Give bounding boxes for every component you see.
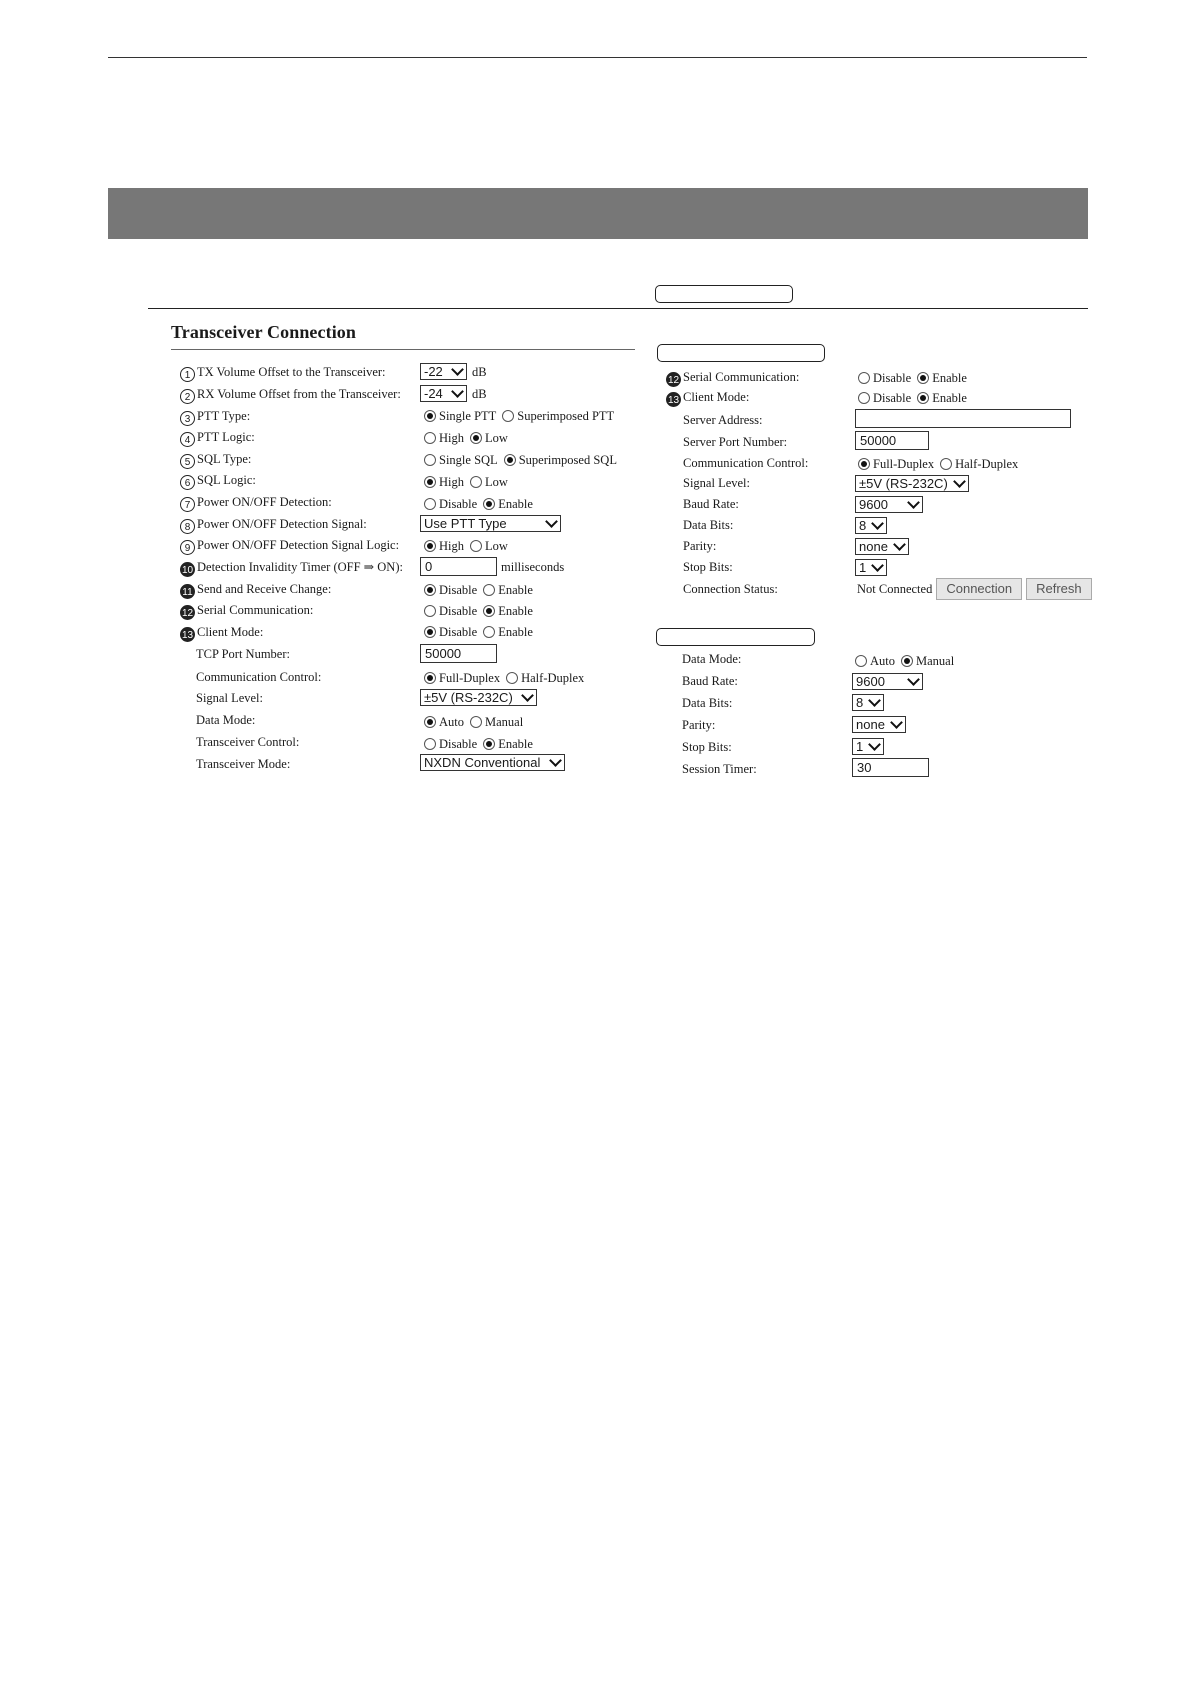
full-duplex-radio[interactable]: Full-Duplex xyxy=(424,670,500,686)
ptt-type-superimposed-radio[interactable]: Superimposed PTT xyxy=(502,408,614,424)
stop-bits-label: Stop Bits: xyxy=(682,740,732,754)
callout-box xyxy=(656,628,815,646)
baud-rate-label: Baud Rate: xyxy=(682,674,738,688)
rx-volume-select[interactable]: -24 xyxy=(420,385,467,402)
callout-number: 1 xyxy=(180,367,195,382)
rx-volume-label: 2 RX Volume Offset from the Transceiver: xyxy=(180,386,401,404)
callout-box xyxy=(657,344,825,362)
power-detection-label: 7 Power ON/OFF Detection: xyxy=(180,494,332,512)
signal-level-label: Signal Level: xyxy=(683,476,750,490)
callout-number: 12 xyxy=(180,605,195,620)
detection-signal-label: 8 Power ON/OFF Detection Signal: xyxy=(180,516,367,534)
serial-communication-label: 12 Serial Communication: xyxy=(181,603,314,619)
half-duplex-radio[interactable]: Half-Duplex xyxy=(506,670,584,686)
invalidity-timer-label: 10 Detection Invalidity Timer (OFF ⇒ ON): xyxy=(181,560,403,576)
chevron-down-icon xyxy=(545,515,558,528)
callout-number: 6 xyxy=(180,475,195,490)
stop-bits-select[interactable]: 1 xyxy=(852,738,884,755)
callout-number: 5 xyxy=(180,454,195,469)
data-mode-label: Data Mode: xyxy=(682,652,742,666)
chevron-down-icon xyxy=(868,694,881,707)
tx-volume-select[interactable]: -22 xyxy=(420,363,467,380)
transceiver-mode-select[interactable]: NXDN Conventional xyxy=(420,754,565,771)
header-rule xyxy=(108,57,1087,58)
section-rule xyxy=(148,308,1088,309)
ptt-logic-high-radio[interactable]: High xyxy=(424,430,464,446)
communication-control-label: Communication Control: xyxy=(683,456,809,470)
callout-number: 10 xyxy=(180,562,195,577)
connection-status-value: Not Connected xyxy=(857,582,933,596)
chevron-down-icon xyxy=(890,716,903,729)
data-mode-manual-radio[interactable]: Manual xyxy=(470,714,523,730)
ptt-logic-label: 4 PTT Logic: xyxy=(180,429,255,447)
serial-communication-label: 12 Serial Communication: xyxy=(667,370,800,386)
sql-logic-label: 6 SQL Logic: xyxy=(180,472,256,490)
tx-volume-label: 1 TX Volume Offset to the Transceiver: xyxy=(180,364,386,382)
tcp-port-label: TCP Port Number: xyxy=(196,647,290,661)
callout-number: 13 xyxy=(666,392,681,407)
send-receive-disable-radio[interactable]: Disable xyxy=(424,582,477,598)
ptt-logic-low-radio[interactable]: Low xyxy=(470,430,508,446)
client-mode-disable-radio[interactable]: Disable xyxy=(424,624,477,640)
unit-label: dB xyxy=(472,386,487,401)
callout-number: 12 xyxy=(666,372,681,387)
baud-rate-label: Baud Rate: xyxy=(683,497,739,511)
unit-label: milliseconds xyxy=(501,559,565,574)
ptt-type-single-radio[interactable]: Single PTT xyxy=(424,408,496,424)
section-banner xyxy=(108,188,1088,239)
serial-enable-radio[interactable]: Enable xyxy=(917,370,967,386)
server-address-input[interactable] xyxy=(855,409,1071,428)
callout-number: 4 xyxy=(180,432,195,447)
session-timer-input[interactable]: 30 xyxy=(852,758,929,777)
connection-status-label: Connection Status: xyxy=(683,582,778,596)
refresh-button[interactable]: Refresh xyxy=(1026,578,1092,600)
client-mode-enable-radio[interactable]: Enable xyxy=(917,390,967,406)
tcp-port-input[interactable]: 50000 xyxy=(420,644,497,663)
serial-enable-radio[interactable]: Enable xyxy=(483,603,533,619)
client-mode-label: 13 Client Mode: xyxy=(667,390,750,406)
detection-logic-low-radio[interactable]: Low xyxy=(470,538,508,554)
connection-button[interactable]: Connection xyxy=(936,578,1022,600)
server-port-input[interactable]: 50000 xyxy=(855,431,929,450)
transceiver-control-label: Transceiver Control: xyxy=(196,735,300,749)
chevron-down-icon xyxy=(907,673,920,686)
client-mode-disable-radio[interactable]: Disable xyxy=(858,390,911,406)
sql-type-label: 5 SQL Type: xyxy=(180,451,251,469)
power-detection-enable-radio[interactable]: Enable xyxy=(483,496,533,512)
stop-bits-select[interactable]: 1 xyxy=(855,559,887,576)
data-mode-label: Data Mode: xyxy=(196,713,256,727)
signal-level-label: Signal Level: xyxy=(196,691,263,705)
signal-level-select[interactable]: ±5V (RS-232C) xyxy=(855,475,969,492)
chevron-down-icon xyxy=(451,385,464,398)
chevron-down-icon xyxy=(953,475,966,488)
half-duplex-radio[interactable]: Half-Duplex xyxy=(940,456,1018,472)
session-timer-label: Session Timer: xyxy=(682,762,757,776)
communication-control-label: Communication Control: xyxy=(196,670,322,684)
transceiver-control-disable-radio[interactable]: Disable xyxy=(424,736,477,752)
data-bits-label: Data Bits: xyxy=(683,518,734,532)
sql-logic-high-radio[interactable]: High xyxy=(424,474,464,490)
parity-label: Parity: xyxy=(682,718,716,732)
client-mode-enable-radio[interactable]: Enable xyxy=(483,624,533,640)
baud-rate-select[interactable]: 9600 xyxy=(852,673,923,690)
data-mode-manual-radio[interactable]: Manual xyxy=(901,653,954,669)
baud-rate-select[interactable]: 9600 xyxy=(855,496,923,513)
parity-select[interactable]: none xyxy=(852,716,906,733)
serial-disable-radio[interactable]: Disable xyxy=(424,603,477,619)
unit-label: dB xyxy=(472,364,487,379)
server-port-label: Server Port Number: xyxy=(683,435,788,449)
chevron-down-icon xyxy=(871,559,884,572)
transceiver-control-enable-radio[interactable]: Enable xyxy=(483,736,533,752)
chevron-down-icon xyxy=(868,738,881,751)
data-bits-select[interactable]: 8 xyxy=(852,694,884,711)
chevron-down-icon xyxy=(871,517,884,530)
callout-number: 8 xyxy=(180,519,195,534)
send-receive-change-label: 11 Send and Receive Change: xyxy=(180,581,331,599)
data-bits-select[interactable]: 8 xyxy=(855,517,887,534)
chevron-down-icon xyxy=(907,496,920,509)
form-title: Transceiver Connection xyxy=(171,322,357,342)
chevron-down-icon xyxy=(893,538,906,551)
transceiver-mode-label: Transceiver Mode: xyxy=(196,757,291,771)
chevron-down-icon xyxy=(521,689,534,702)
detection-signal-select[interactable]: Use PTT Type xyxy=(420,515,561,532)
detection-logic-high-radio[interactable]: High xyxy=(424,538,464,554)
send-receive-enable-radio[interactable]: Enable xyxy=(483,582,533,598)
parity-label: Parity: xyxy=(683,539,717,553)
callout-number: 3 xyxy=(180,411,195,426)
full-duplex-radio[interactable]: Full-Duplex xyxy=(858,456,934,472)
chevron-down-icon xyxy=(549,754,562,767)
sql-type-single-radio[interactable]: Single SQL xyxy=(424,452,498,468)
data-bits-label: Data Bits: xyxy=(682,696,733,710)
parity-select[interactable]: none xyxy=(855,538,909,555)
sql-logic-low-radio[interactable]: Low xyxy=(470,474,508,490)
callout-number: 2 xyxy=(180,389,195,404)
server-address-label: Server Address: xyxy=(683,413,763,427)
callout-box xyxy=(655,285,793,303)
sql-type-superimposed-radio[interactable]: Superimposed SQL xyxy=(504,452,617,468)
stop-bits-label: Stop Bits: xyxy=(683,560,733,574)
data-mode-auto-radio[interactable]: Auto xyxy=(424,714,464,730)
signal-level-select[interactable]: ±5V (RS-232C) xyxy=(420,689,537,706)
callout-number: 11 xyxy=(180,584,195,599)
data-mode-auto-radio[interactable]: Auto xyxy=(855,653,895,669)
callout-number: 13 xyxy=(180,627,195,642)
power-detection-disable-radio[interactable]: Disable xyxy=(424,496,477,512)
detection-signal-logic-label: 9 Power ON/OFF Detection Signal Logic: xyxy=(180,537,399,555)
ptt-type-label: 3 PTT Type: xyxy=(180,408,250,426)
chevron-down-icon xyxy=(451,363,464,376)
invalidity-timer-input[interactable]: 0 xyxy=(420,557,497,576)
form-title-rule xyxy=(171,349,635,350)
callout-number: 7 xyxy=(180,497,195,512)
callout-number: 9 xyxy=(180,540,195,555)
serial-disable-radio[interactable]: Disable xyxy=(858,370,911,386)
client-mode-label: 13 Client Mode: xyxy=(181,625,264,641)
